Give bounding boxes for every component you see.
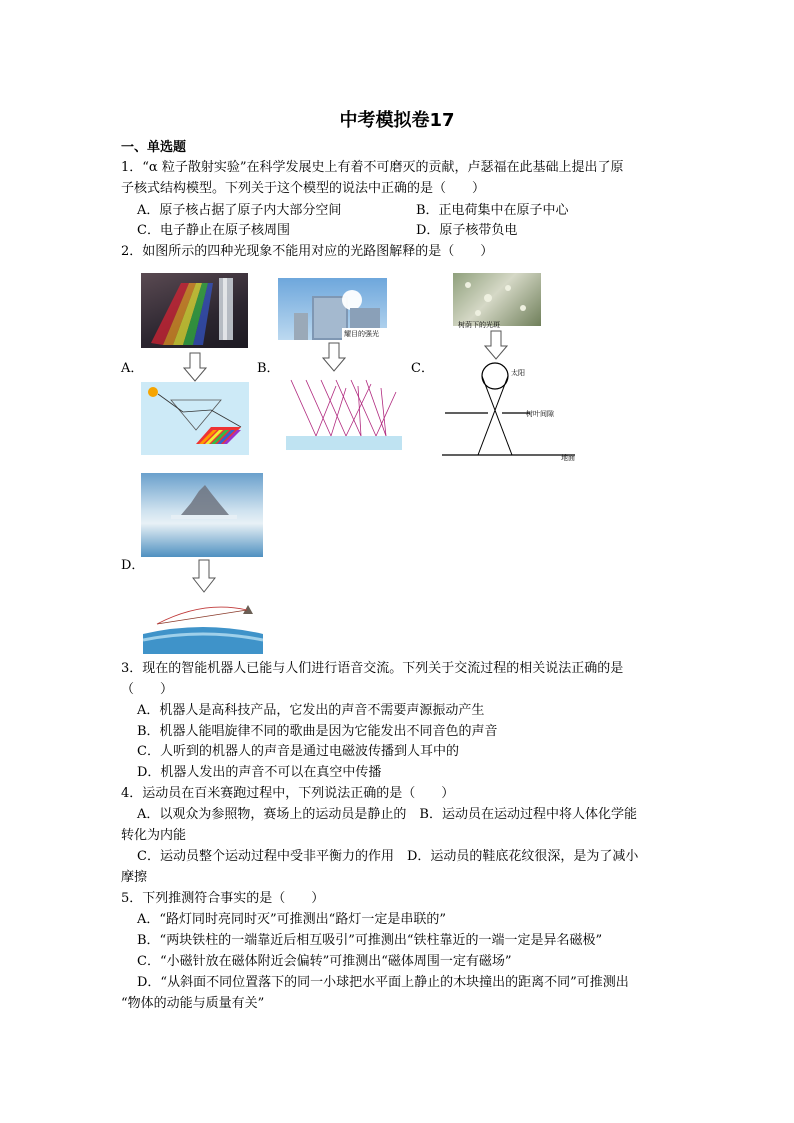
- q4-options-cd-cont: 摩擦: [121, 870, 148, 885]
- q5-stem: 5．下列推测符合事实的是（ ）: [121, 891, 325, 906]
- q3-option-c: C．人听到的机器人的声音是通过电磁波传播到人耳中的: [137, 744, 459, 759]
- q1-option-d: D．原子核带负电: [416, 223, 518, 238]
- fig-b-caption: 耀目的强光: [344, 330, 379, 338]
- q3-stem-line2: （ ）: [121, 682, 174, 697]
- mirage-photo: [141, 473, 263, 557]
- reflection-ray-diagram: [286, 378, 402, 450]
- q1-option-b: B．正电荷集中在原子中心: [416, 203, 569, 218]
- q2-stem: 2．如图所示的四种光现象不能用对应的光路图解释的是（ ）: [121, 244, 494, 259]
- pinhole-diagram: [440, 362, 580, 462]
- fig-c-ground-label: 地面: [561, 454, 575, 462]
- q5-option-a: A．“路灯同时亮同时灭”可推测出“路灯一定是串联的”: [137, 912, 446, 927]
- down-arrow-icon: [183, 352, 207, 382]
- fig-c-sun-label: 太阳: [511, 369, 525, 377]
- tree-shade-photo: [453, 273, 541, 326]
- q2-option-b-label: B．: [257, 361, 280, 376]
- down-arrow-icon: [484, 330, 508, 360]
- q3-option-d: D．机器人发出的声音不可以在真空中传播: [137, 765, 382, 780]
- q1-stem-line2: 子核式结构模型。下列关于这个模型的说法中正确的是（ ）: [121, 181, 486, 196]
- q5-option-b: B．“两块铁柱的一端靠近后相互吸引”可推测出“铁柱靠近的一端一定是异名磁极”: [137, 933, 603, 948]
- q1-option-c: C．电子静止在原子核周围: [137, 223, 290, 238]
- q3-option-a: A．机器人是高科技产品，它发出的声音不需要声源振动产生: [137, 703, 485, 718]
- q4-options-ab: A．以观众为参照物，赛场上的运动员是静止的 B．运动员在运动过程中将人体化学能: [137, 807, 637, 822]
- q5-option-d-line2: “物体的动能与质量有关”: [121, 996, 265, 1011]
- q4-stem: 4．运动员在百米赛跑过程中，下列说法正确的是（ ）: [121, 786, 455, 801]
- q1-option-a: A．原子核占据了原子内大部分空间: [137, 203, 342, 218]
- q2-option-a-label: A．: [121, 361, 144, 376]
- down-arrow-icon: [192, 559, 216, 593]
- q4-options-cd: C．运动员整个运动过程中受非平衡力的作用 D．运动员的鞋底花纹很深，是为了减小: [137, 849, 639, 864]
- fig-c-gap-label: 树叶间隙: [526, 410, 554, 418]
- q3-option-b: B．机器人能唱旋律不同的歌曲是因为它能发出不同音色的声音: [137, 724, 498, 739]
- q1-stem-line1: 1．“α 粒子散射实验”在科学发展史上有着不可磨灭的贡献，卢瑟福在此基础上提出了原: [121, 160, 624, 175]
- page-title: 中考模拟卷17: [339, 110, 455, 131]
- q2-option-d-label: D．: [121, 558, 145, 573]
- q2-option-c-label: C．: [411, 361, 434, 376]
- q5-option-c: C．“小磁针放在磁体附近会偏转”可推测出“磁体周围一定有磁场”: [137, 954, 512, 969]
- prism-photo: [141, 273, 248, 348]
- down-arrow-icon: [322, 342, 346, 372]
- q5-option-d-line1: D．“从斜面不同位置落下的同一小球把水平面上静止的木块撞出的距离不同”可推测出: [137, 975, 629, 990]
- mirage-ray-diagram: [143, 600, 263, 654]
- prism-ray-diagram: [141, 382, 249, 455]
- q3-stem-line1: 3．现在的智能机器人已能与人们进行语音交流。下列关于交流过程的相关说法正确的是: [121, 661, 624, 676]
- section-heading: 一、单选题: [121, 140, 187, 155]
- q4-options-ab-cont: 转化为内能: [121, 828, 187, 843]
- glare-building-photo: [278, 278, 387, 340]
- fig-c-caption: 树荫下的光斑: [458, 321, 500, 329]
